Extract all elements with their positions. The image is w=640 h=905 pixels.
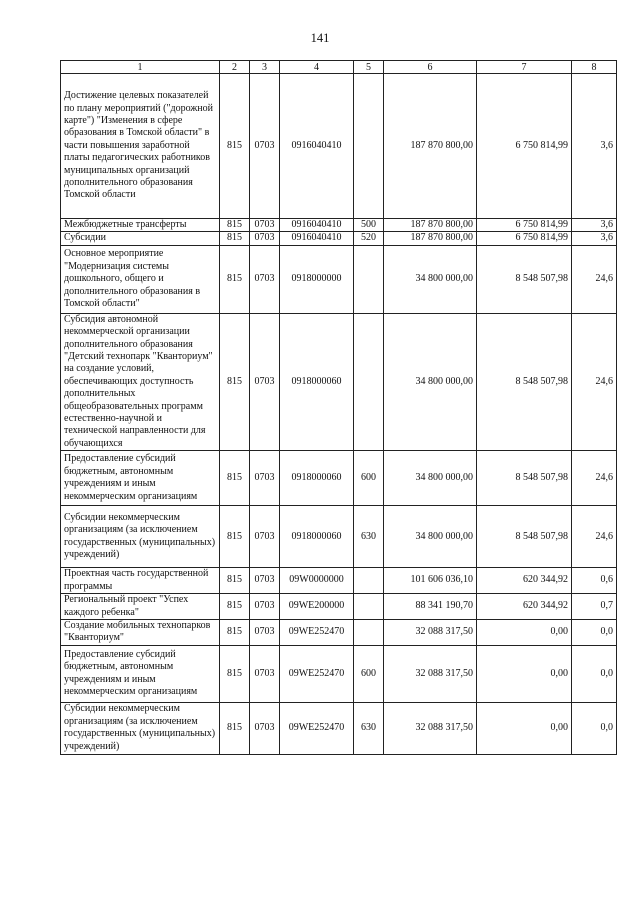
row-fact: 0,00 <box>477 645 572 702</box>
table-row <box>61 451 617 506</box>
row-ved: 815 <box>220 313 250 450</box>
budget-table <box>60 60 617 755</box>
row-plan: 187 870 800,00 <box>384 219 477 232</box>
row-ved: 815 <box>220 245 250 313</box>
row-razdel: 0703 <box>250 506 280 568</box>
row-pct: 0,6 <box>572 568 617 594</box>
row-name: Региональный проект "Успех каждого ребенка" <box>61 594 220 620</box>
row-name: Субсидии <box>61 232 220 245</box>
row-name: Создание мобильных технопарков "Кванториум" <box>61 619 220 645</box>
row-fact: 8 548 507,98 <box>477 245 572 313</box>
row-fact: 8 548 507,98 <box>477 451 572 506</box>
row-csr: 09W0000000 <box>280 568 354 594</box>
row-plan: 34 800 000,00 <box>384 506 477 568</box>
row-plan: 34 800 000,00 <box>384 313 477 450</box>
column-header-1: 1 <box>61 61 220 74</box>
row-ved: 815 <box>220 702 250 754</box>
column-header-4: 4 <box>280 61 354 74</box>
row-fact: 6 750 814,99 <box>477 219 572 232</box>
row-razdel: 0703 <box>250 313 280 450</box>
row-name: Субсидии некоммерческим организациям (за исключением государственных (муниципальных) учреждений) <box>61 702 220 754</box>
row-vr <box>354 74 384 219</box>
table-row <box>61 619 617 645</box>
row-csr: 09WE252470 <box>280 702 354 754</box>
row-pct: 0,0 <box>572 645 617 702</box>
row-vr <box>354 594 384 620</box>
header-row <box>61 61 617 74</box>
row-name: Субсидия автономной некоммерческой организации дополнительного образования "Детский технопарк "Кванториум" на создание условий, обеспечивающих доступность дополнительных общеобразовательных программ естественно-научной и технической направленности для обучающихся <box>61 313 220 450</box>
row-csr: 0918000060 <box>280 451 354 506</box>
row-name: Предоставление субсидий бюджетным, автономным учреждениям и иным некоммерческим организациям <box>61 451 220 506</box>
table-row <box>61 506 617 568</box>
row-ved: 815 <box>220 451 250 506</box>
row-razdel: 0703 <box>250 619 280 645</box>
row-plan: 88 341 190,70 <box>384 594 477 620</box>
row-plan: 101 606 036,10 <box>384 568 477 594</box>
row-vr: 600 <box>354 645 384 702</box>
table-row <box>61 568 617 594</box>
row-vr <box>354 568 384 594</box>
row-ved: 815 <box>220 619 250 645</box>
row-plan: 34 800 000,00 <box>384 245 477 313</box>
row-pct: 24,6 <box>572 451 617 506</box>
row-plan: 187 870 800,00 <box>384 74 477 219</box>
row-name: Субсидии некоммерческим организациям (за исключением государственных (муниципальных) учреждений) <box>61 506 220 568</box>
row-fact: 6 750 814,99 <box>477 74 572 219</box>
row-pct: 0,0 <box>572 619 617 645</box>
row-plan: 32 088 317,50 <box>384 619 477 645</box>
row-name: Предоставление субсидий бюджетным, автономным учреждениям и иным некоммерческим организациям <box>61 645 220 702</box>
row-ved: 815 <box>220 219 250 232</box>
row-fact: 8 548 507,98 <box>477 506 572 568</box>
row-csr: 0918000060 <box>280 506 354 568</box>
table-row <box>61 702 617 754</box>
row-plan: 34 800 000,00 <box>384 451 477 506</box>
table-row <box>61 245 617 313</box>
row-ved: 815 <box>220 645 250 702</box>
row-razdel: 0703 <box>250 594 280 620</box>
row-ved: 815 <box>220 594 250 620</box>
row-ved: 815 <box>220 568 250 594</box>
row-fact: 0,00 <box>477 619 572 645</box>
row-plan: 32 088 317,50 <box>384 702 477 754</box>
page-number: 141 <box>310 31 330 45</box>
table-row <box>61 313 617 450</box>
table-row <box>61 74 617 219</box>
row-vr <box>354 619 384 645</box>
row-csr: 09WE200000 <box>280 594 354 620</box>
row-plan: 187 870 800,00 <box>384 232 477 245</box>
row-pct: 3,6 <box>572 232 617 245</box>
row-razdel: 0703 <box>250 645 280 702</box>
column-header-5: 5 <box>354 61 384 74</box>
column-header-8: 8 <box>572 61 617 74</box>
row-csr: 0916040410 <box>280 74 354 219</box>
row-fact: 620 344,92 <box>477 568 572 594</box>
column-header-6: 6 <box>384 61 477 74</box>
row-pct: 3,6 <box>572 219 617 232</box>
row-name: Проектная часть государственной программы <box>61 568 220 594</box>
row-pct: 24,6 <box>572 313 617 450</box>
column-header-7: 7 <box>477 61 572 74</box>
table-row <box>61 594 617 620</box>
row-name: Основное мероприятие "Модернизация системы дошкольного, общего и дополнительного образования в Томской области" <box>61 245 220 313</box>
column-header-2: 2 <box>220 61 250 74</box>
row-pct: 24,6 <box>572 245 617 313</box>
row-razdel: 0703 <box>250 74 280 219</box>
row-vr <box>354 245 384 313</box>
row-pct: 24,6 <box>572 506 617 568</box>
row-csr: 09WE252470 <box>280 619 354 645</box>
row-csr: 0918000000 <box>280 245 354 313</box>
row-plan: 32 088 317,50 <box>384 645 477 702</box>
row-fact: 0,00 <box>477 702 572 754</box>
row-name: Межбюджетные трансферты <box>61 219 220 232</box>
row-ved: 815 <box>220 74 250 219</box>
row-vr <box>354 313 384 450</box>
row-csr: 0918000060 <box>280 313 354 450</box>
row-razdel: 0703 <box>250 232 280 245</box>
row-razdel: 0703 <box>250 245 280 313</box>
row-csr: 0916040410 <box>280 219 354 232</box>
row-pct: 0,0 <box>572 702 617 754</box>
row-razdel: 0703 <box>250 568 280 594</box>
row-vr: 630 <box>354 702 384 754</box>
row-pct: 3,6 <box>572 74 617 219</box>
table-row <box>61 232 617 245</box>
row-ved: 815 <box>220 506 250 568</box>
row-pct: 0,7 <box>572 594 617 620</box>
row-vr: 520 <box>354 232 384 245</box>
row-fact: 620 344,92 <box>477 594 572 620</box>
row-name: Достижение целевых показателей по плану мероприятий ("дорожной карте") "Изменения в сфере образования в Томской области" в части повышения заработной платы педагогических работников муниципальных организаций дополнительного образования Томской области <box>61 74 220 219</box>
row-vr: 500 <box>354 219 384 232</box>
row-razdel: 0703 <box>250 219 280 232</box>
row-razdel: 0703 <box>250 702 280 754</box>
column-header-3: 3 <box>250 61 280 74</box>
row-vr: 630 <box>354 506 384 568</box>
row-csr: 09WE252470 <box>280 645 354 702</box>
row-ved: 815 <box>220 232 250 245</box>
row-razdel: 0703 <box>250 451 280 506</box>
table-row <box>61 645 617 702</box>
row-fact: 8 548 507,98 <box>477 313 572 450</box>
row-csr: 0916040410 <box>280 232 354 245</box>
row-fact: 6 750 814,99 <box>477 232 572 245</box>
row-vr: 600 <box>354 451 384 506</box>
table-row <box>61 219 617 232</box>
